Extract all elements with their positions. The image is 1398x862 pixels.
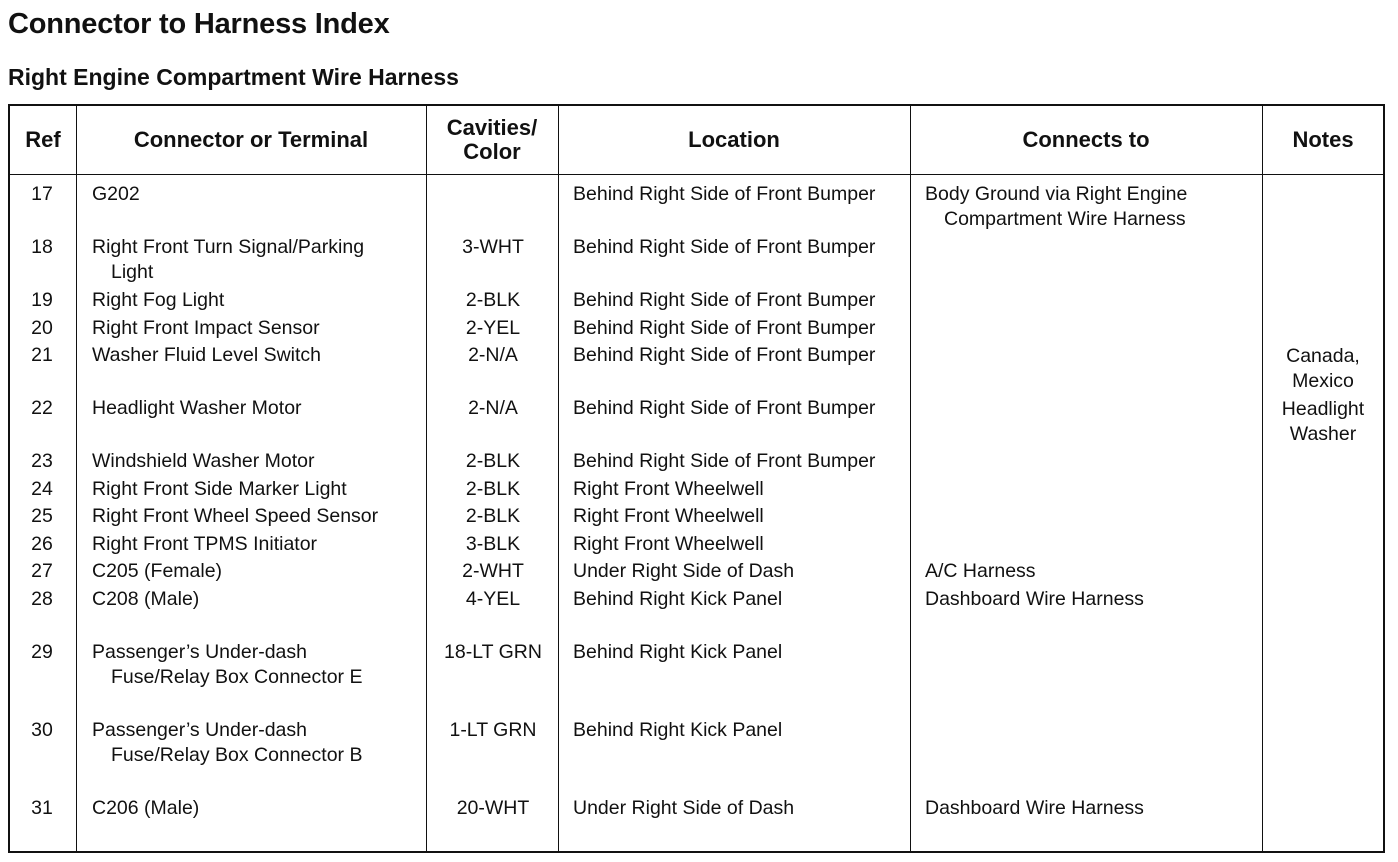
cell-cavities-color — [427, 718, 559, 743]
header-ref: Ref — [25, 127, 61, 152]
cell-cavities-color — [427, 796, 559, 821]
cell-ref — [10, 587, 74, 612]
cell-connector — [92, 182, 140, 207]
cell-connector — [92, 796, 199, 821]
cell-connector-line1: Right Front Side Marker Light — [92, 478, 347, 500]
cell-location — [573, 316, 875, 341]
cell-connects-to-line2: Compartment Wire Harness — [944, 208, 1186, 230]
cell-ref-line1: 18 — [31, 236, 53, 258]
cell-cavities-color-line1: 2-BLK — [465, 505, 521, 527]
cell-location — [573, 343, 875, 368]
cell-location-line1: Right Front Wheelwell — [573, 533, 764, 555]
cell-ref — [10, 504, 74, 529]
cell-connector-line1: Passenger’s Under-dash — [92, 641, 307, 663]
cell-connector — [92, 477, 347, 502]
cell-ref-line1: 24 — [31, 478, 53, 500]
cell-cavities-color — [427, 587, 559, 612]
cell-cavities-color — [427, 449, 559, 474]
cell-cavities-color — [427, 532, 559, 557]
cell-connector — [92, 504, 378, 529]
cell-location — [573, 532, 764, 557]
cell-connector-line1: Right Front Turn Signal/Parking — [92, 236, 365, 258]
cell-cavities-color-line1: 4-YEL — [465, 588, 521, 610]
cell-ref-line1: 25 — [31, 505, 53, 527]
cell-location-line1: Behind Right Side of Front Bumper — [573, 289, 876, 311]
cell-cavities-color — [427, 396, 559, 421]
note-line: Headlight — [1281, 398, 1365, 420]
cell-cavities-color-line1: 2-YEL — [465, 317, 521, 339]
cell-connector-line1: G202 — [92, 183, 140, 205]
header-location: Location — [688, 127, 780, 152]
cell-connector — [92, 587, 199, 612]
cell-cavities-color — [427, 316, 559, 341]
cell-location-line1: Under Right Side of Dash — [573, 560, 795, 582]
cell-location — [573, 396, 875, 421]
cell-connector — [92, 316, 320, 341]
header-cavities-color — [426, 106, 558, 174]
header-cavities-line2: Color — [463, 139, 521, 164]
cell-ref — [10, 288, 74, 313]
cell-location — [573, 182, 875, 207]
cell-location — [573, 587, 782, 612]
cell-ref-line1: 23 — [31, 450, 53, 472]
harness-table — [8, 104, 1385, 853]
cell-cavities-color — [427, 559, 559, 584]
header-cavities-line1: Cavities/ — [446, 115, 538, 140]
cell-connects-to — [925, 796, 1144, 821]
cell-location-line1: Behind Right Side of Front Bumper — [573, 183, 876, 205]
cell-location — [573, 477, 764, 502]
cell-connects-to — [925, 587, 1144, 612]
cell-cavities-color-line1: 2-N/A — [468, 344, 518, 366]
cell-cavities-color-line1: 3-WHT — [462, 236, 524, 258]
cell-connector-line2: Fuse/Relay Box Connector B — [111, 744, 363, 766]
cell-connector-line1: Windshield Washer Motor — [92, 450, 315, 472]
cell-connector-line1: C206 (Male) — [92, 797, 200, 819]
cell-location-line1: Under Right Side of Dash — [573, 797, 795, 819]
cell-cavities-color-line1: 2-BLK — [465, 289, 521, 311]
cell-connector-line1: Passenger’s Under-dash — [92, 719, 307, 741]
cell-location-line1: Behind Right Side of Front Bumper — [573, 397, 876, 419]
cell-ref-line1: 26 — [31, 533, 53, 555]
cell-connector — [92, 532, 317, 557]
cell-location — [573, 640, 782, 665]
cell-ref — [10, 640, 74, 665]
cell-cavities-color — [427, 288, 559, 313]
cell-connector-line2: Fuse/Relay Box Connector E — [111, 666, 363, 688]
cell-connects-to-line1: Body Ground via Right Engine — [925, 183, 1188, 205]
cell-connector-line1: C208 (Male) — [92, 588, 200, 610]
cell-ref-line1: 19 — [31, 289, 53, 311]
cell-ref-line1: 27 — [31, 560, 53, 582]
cell-ref — [10, 182, 74, 207]
cell-ref-line1: 22 — [31, 397, 53, 419]
cell-connector-line1: Right Fog Light — [92, 289, 225, 311]
cell-location — [573, 504, 764, 529]
cell-ref-line1: 21 — [31, 344, 53, 366]
cell-cavities-color — [427, 640, 559, 665]
header-connects-to: Connects to — [1022, 127, 1150, 152]
cell-location-line1: Behind Right Kick Panel — [573, 641, 783, 663]
header-notes: Notes — [1292, 127, 1354, 152]
cell-connector-line1: Washer Fluid Level Switch — [92, 344, 322, 366]
cell-location — [573, 288, 875, 313]
cell-location — [573, 559, 794, 584]
cell-cavities-color — [427, 504, 559, 529]
cell-ref — [10, 396, 74, 421]
note-line: Canada, — [1286, 345, 1360, 367]
cell-ref-line1: 31 — [31, 797, 53, 819]
cell-ref-line1: 30 — [31, 719, 53, 741]
cell-cavities-color-line1: 20-WHT — [456, 797, 530, 819]
cell-cavities-color-line1: 2-BLK — [465, 450, 521, 472]
cell-ref — [10, 343, 74, 368]
cell-cavities-color — [427, 477, 559, 502]
cell-connector-line1: Right Front Wheel Speed Sensor — [92, 505, 379, 527]
cell-location-line1: Right Front Wheelwell — [573, 505, 764, 527]
cell-cavities-color-line1: 3-BLK — [465, 533, 521, 555]
cell-connector-line1: Headlight Washer Motor — [92, 397, 302, 419]
column-divider — [910, 106, 911, 851]
cell-location-line1: Behind Right Kick Panel — [573, 719, 783, 741]
cell-ref — [10, 559, 74, 584]
cell-ref — [10, 449, 74, 474]
cell-connector-line2: Light — [111, 261, 154, 283]
cell-connector — [92, 718, 362, 768]
cell-ref — [10, 235, 74, 260]
cell-connector-line1: C205 (Female) — [92, 560, 223, 582]
cell-ref — [10, 532, 74, 557]
cell-location-line1: Behind Right Kick Panel — [573, 588, 783, 610]
cell-location-line1: Behind Right Side of Front Bumper — [573, 317, 876, 339]
cell-connects-to-line1: Dashboard Wire Harness — [925, 797, 1144, 819]
cell-ref — [10, 718, 74, 743]
cell-location-line1: Behind Right Side of Front Bumper — [573, 450, 876, 472]
cell-connector — [92, 449, 315, 474]
cell-connects-to-line1: A/C Harness — [925, 560, 1036, 582]
note-canada-mexico — [1262, 344, 1384, 394]
cell-cavities-color — [427, 343, 559, 368]
cell-ref — [10, 316, 74, 341]
cell-connector — [92, 288, 224, 313]
cell-connects-to-line1: Dashboard Wire Harness — [925, 588, 1144, 610]
cell-cavities-color-line1: 18-LT GRN — [444, 641, 542, 663]
cell-connector-line1: Right Front TPMS Initiator — [92, 533, 318, 555]
cell-cavities-color — [427, 235, 559, 260]
cell-ref-line1: 20 — [31, 317, 53, 339]
cell-connector — [92, 640, 362, 690]
cell-connects-to — [925, 182, 1187, 232]
cell-cavities-color-line1: 1-LT GRN — [449, 719, 537, 741]
cell-cavities-color-line1: 2-N/A — [468, 397, 518, 419]
cell-cavities-color-line1: 2-WHT — [462, 560, 524, 582]
cell-connects-to — [925, 559, 1036, 584]
column-divider — [76, 106, 77, 851]
cell-location-line1: Right Front Wheelwell — [573, 478, 764, 500]
cell-connector — [92, 235, 364, 285]
cell-connector — [92, 396, 302, 421]
cell-location — [573, 796, 794, 821]
cell-connector-line1: Right Front Impact Sensor — [92, 317, 320, 339]
note-line: Washer — [1289, 423, 1357, 445]
cell-location — [573, 449, 875, 474]
cell-connector — [92, 559, 222, 584]
cell-connector — [92, 343, 321, 368]
cell-ref-line1: 17 — [31, 183, 53, 205]
cell-location — [573, 235, 875, 260]
note-line: Mexico — [1292, 370, 1354, 392]
cell-ref — [10, 796, 74, 821]
cell-location-line1: Behind Right Side of Front Bumper — [573, 344, 876, 366]
page-title: Connector to Harness Index — [8, 8, 390, 40]
cell-location — [573, 718, 782, 743]
column-divider — [1262, 106, 1263, 851]
cell-ref — [10, 477, 74, 502]
note-headlight-washer — [1262, 397, 1384, 447]
cell-location-line1: Behind Right Side of Front Bumper — [573, 236, 876, 258]
header-divider — [10, 174, 1383, 175]
cell-ref-line1: 29 — [31, 641, 53, 663]
page-subtitle: Right Engine Compartment Wire Harness — [8, 64, 459, 90]
header-connector: Connector or Terminal — [133, 127, 369, 152]
cell-ref-line1: 28 — [31, 588, 53, 610]
cell-cavities-color-line1: 2-BLK — [465, 478, 521, 500]
